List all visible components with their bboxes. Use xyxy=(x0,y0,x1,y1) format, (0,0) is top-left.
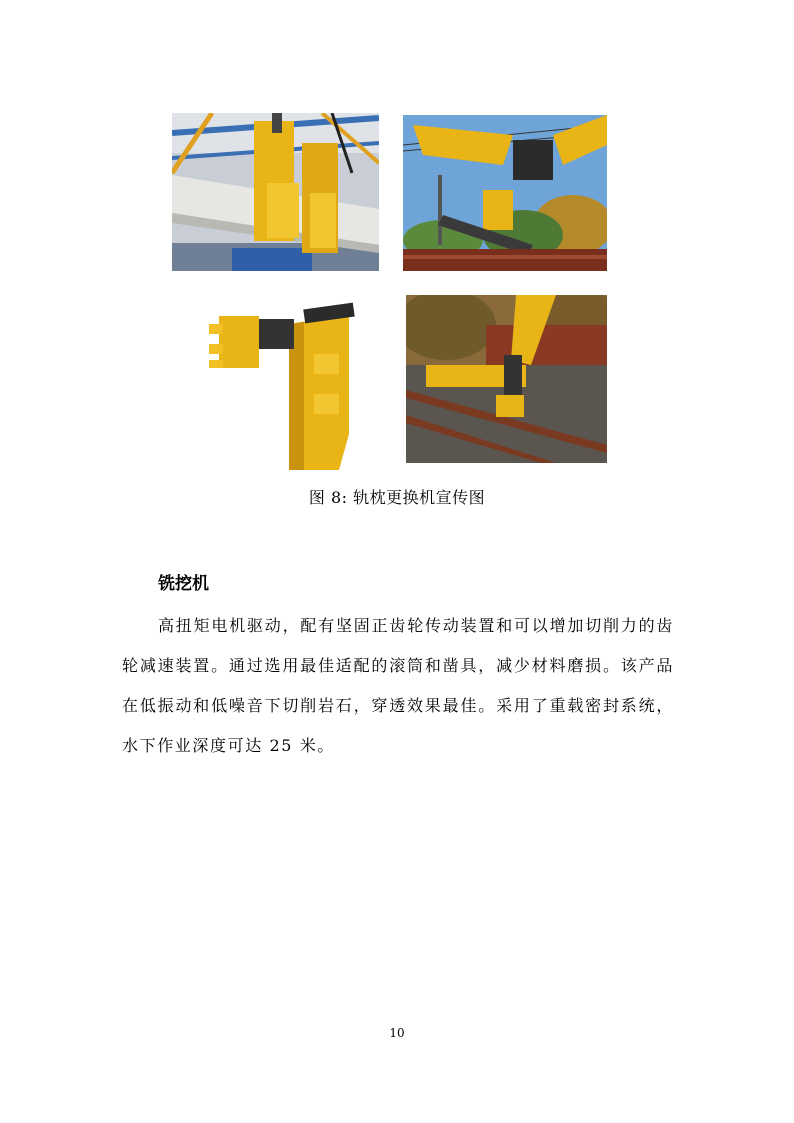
excavator-sleeper-changer-photo-icon xyxy=(403,115,607,271)
section-heading: 铣挖机 xyxy=(158,574,209,594)
section-paragraph: 高扭矩电机驱动，配有坚固正齿轮传动装置和可以增加切削力的齿轮减速装置。通过选用最佳适配的滚筒和凿具，减少材料磨损。该产品在低振动和低噪音下切削岩石，穿透效果最佳。采用了重载密封系统，水下作业深度可达 25 米。 xyxy=(122,616,674,755)
track-work-photo-icon xyxy=(406,295,607,463)
page-number: 10 xyxy=(389,1026,405,1040)
gripper-attachment-render-icon xyxy=(179,294,379,470)
figure-caption: 图 8: 轨枕更换机宣传图 xyxy=(308,488,486,507)
sleeper-gripper-photo-icon xyxy=(172,113,379,271)
